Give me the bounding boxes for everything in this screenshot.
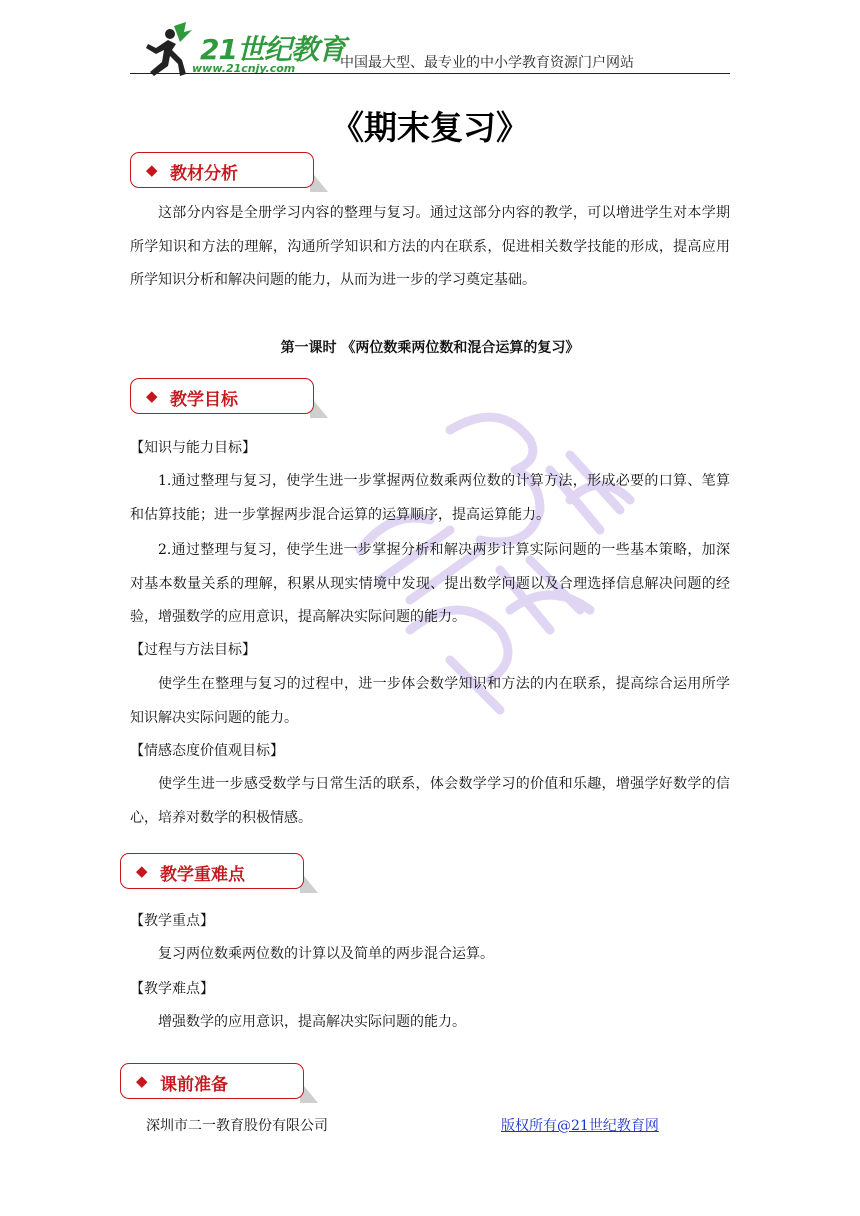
difficulty-paragraph: 增强数学的应用意识，提高解决实际问题的能力。 xyxy=(158,1014,466,1030)
runner-icon xyxy=(140,22,200,78)
knowledge-item-1: 1.通过整理与复习，使学生进一步掌握两位数乘两位数的计算方法，形成必要的口算、笔算和估算技能；进一步掌握两步混合运算的运算顺序，提高运算能力。 xyxy=(130,473,730,523)
diamond-icon: ◆ xyxy=(136,1072,148,1090)
process-paragraph: 使学生在整理与复习的过程中，进一步体会数学知识和方法的内在联系，提高综合运用所学知识解决实际问题的能力。 xyxy=(130,676,730,726)
document-title: 《期末复习》 xyxy=(331,108,529,147)
section-label: 教学目标 xyxy=(170,390,238,410)
section-tag-goals xyxy=(130,378,318,416)
knowledge-item-2: 2.通过整理与复习，使学生进一步掌握分析和解决两步计算实际问题的一些基本策略，加深对基本数量关系的理解，积累从现实情境中发现、提出数学问题以及合理选择信息解决问题的经验，增强数学的应用意识，提高解决实际问题的能力。 xyxy=(130,542,730,625)
analysis-paragraph: 这部分内容是全册学习内容的整理与复习。通过这部分内容的教学，可以增进学生对本学期所学知识和方法的理解，沟通所学知识和方法的内在联系，促进相关数学技能的形成，提高应用所学知识分析和解决问题的能力，从而为进一步的学习奠定基础。 xyxy=(130,205,730,288)
footer-company: 深圳市二一教育股份有限公司 xyxy=(146,1118,328,1134)
process-heading: 【过程与方法目标】 xyxy=(130,642,256,658)
site-logo xyxy=(140,22,345,78)
lesson-title: 第一课时 《两位数乘两位数和混合运算的复习》 xyxy=(280,340,580,356)
section-tag-preparation xyxy=(120,1063,308,1101)
emotion-heading: 【情感态度价值观目标】 xyxy=(130,743,284,759)
logo-url: www.21cnjy.com xyxy=(192,62,296,75)
section-tag-analysis xyxy=(130,152,318,190)
header-slogan: 中国最大型、最专业的中小学教育资源门户网站 xyxy=(340,55,634,71)
section-label: 课前准备 xyxy=(160,1075,228,1095)
knowledge-heading: 【知识与能力目标】 xyxy=(130,440,256,456)
footer-copyright-link[interactable]: 版权所有@21世纪教育网 xyxy=(501,1118,659,1134)
section-tag-key-points xyxy=(120,853,308,891)
logo-wordmark: 21世纪教育 xyxy=(200,33,345,66)
section-label: 教学重难点 xyxy=(160,865,245,885)
emotion-paragraph: 使学生进一步感受数学与日常生活的联系，体会数学学习的价值和乐趣，增强学好数学的信心，培养对数学的积极情感。 xyxy=(130,776,730,826)
diamond-icon: ◆ xyxy=(136,862,148,880)
header-divider xyxy=(130,73,730,74)
focus-paragraph: 复习两位数乘两位数的计算以及简单的两步混合运算。 xyxy=(158,946,494,962)
diamond-icon: ◆ xyxy=(146,387,158,405)
difficulty-heading: 【教学难点】 xyxy=(130,981,214,997)
focus-heading: 【教学重点】 xyxy=(130,913,214,929)
diamond-icon: ◆ xyxy=(146,161,158,179)
section-label: 教材分析 xyxy=(170,164,238,184)
